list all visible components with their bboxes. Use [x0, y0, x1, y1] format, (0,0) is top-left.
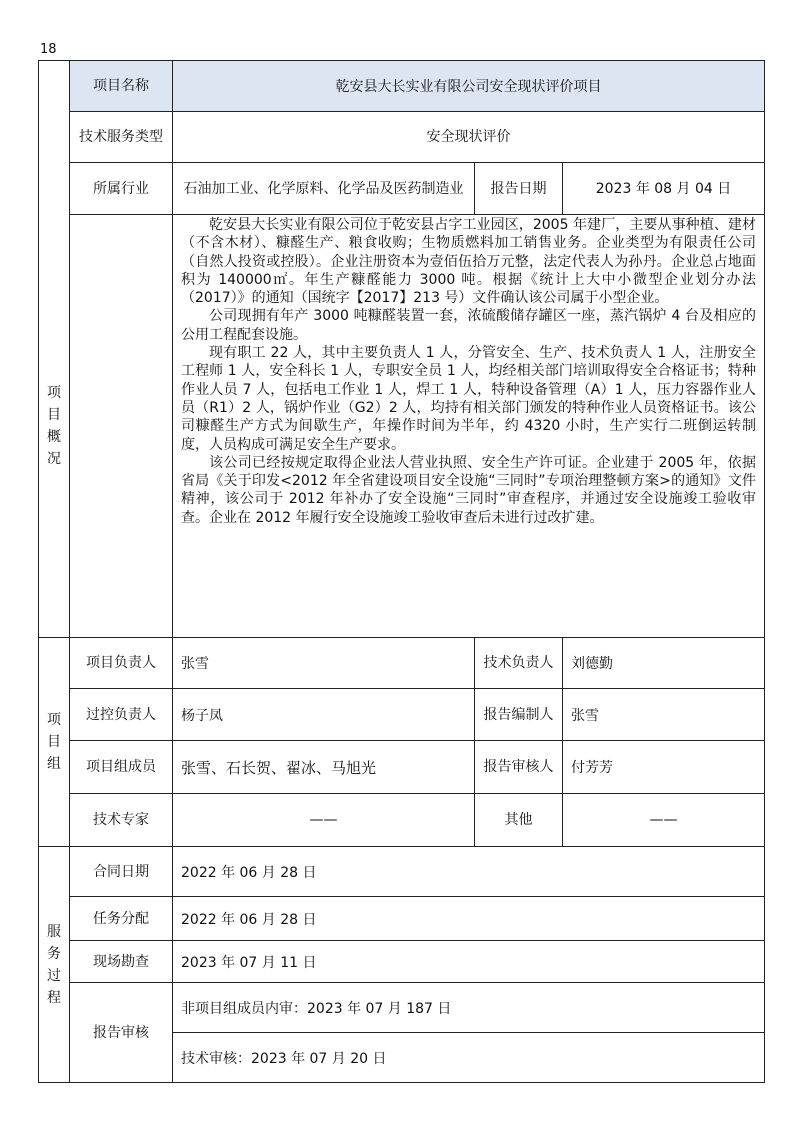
project-name-value: 乾安县大长实业有限公司安全现状评价项目 [173, 61, 765, 112]
team-row [39, 741, 765, 794]
report-reviewer-value: 付芳芳 [563, 741, 765, 794]
overview-row [39, 215, 765, 638]
service-type-row [39, 112, 765, 163]
overview-paragraph: 公司现拥有年产 3000 吨糠醛装置一套，浓硫酸储存罐区一座，蒸汽锅炉 4 台及相应的公用工程配套设施。 [181, 308, 756, 343]
report-writer-label: 报告编制人 [475, 689, 563, 741]
project-name-row [39, 61, 765, 112]
task-assign-value: 2022 年 06 月 28 日 [173, 897, 765, 941]
service-type-value: 安全现状评价 [173, 112, 765, 163]
overview-paragraph: 该公司已经按规定取得企业法人营业执照、安全生产许可证。企业建于 2005 年，依据省局《关于印发<2012 年全省建设项目安全设施“三同时”专项治理整顿方案>的通知》文件精神，该公司于 2012 年补办了安全设施“三同时”审查程序，并通过安全设施竣工验收审查。企业在 2012 年履行安全设施竣工验收审查后未进行过改扩建。 [181, 454, 756, 526]
project-name-label: 项目名称 [70, 61, 173, 112]
team-side-label: 项 目 组 [39, 638, 70, 847]
project-info-form [38, 60, 765, 1083]
site-survey-value: 2023 年 07 月 11 日 [173, 941, 765, 983]
overview-side-label: 项 目 概 况 [39, 215, 70, 638]
report-reviewer-label: 报告审核人 [475, 741, 563, 794]
overview-paragraph: 现有职工 22 人，其中主要负责人 1 人，分管安全、生产、技术负责人 1 人，注册安全工程师 1 人，安全科长 1 人，专职安全员 1 人，均经相关部门培训取得安全合格证书；特种作业人员 7 人，包括电工作业 1 人，焊工 1 人，特种设备管理（A）1 人，压力容器作业人员（R1）2 人，锅炉作业（G2）2 人，均持有相关部门颁发的特种作业人员资格证书。该公司糠醛生产方式为间歇生产，年操作时间为半年，约 4320 小时，生产实行二班倒运转制度，人员构成可满足安全生产要求。 [181, 345, 756, 453]
tech-lead-value: 刘德勤 [563, 638, 765, 689]
tech-expert-label: 技术专家 [70, 794, 173, 847]
process-lead-label: 过控负责人 [70, 689, 173, 741]
report-date-value: 2023 年 08 月 04 日 [563, 163, 765, 215]
service-row [39, 847, 765, 897]
project-lead-label: 项目负责人 [70, 638, 173, 689]
tech-expert-value: —— [173, 794, 475, 847]
industry-row [39, 163, 765, 215]
industry-value: 石油加工业、化学原料、化学品及医药制造业 [173, 163, 475, 215]
tech-lead-label: 技术负责人 [475, 638, 563, 689]
team-members-value: 张雪、石长贺、翟冰、马旭光 [173, 741, 475, 794]
technical-review-value: 技术审核：2023 年 07 月 20 日 [173, 1033, 765, 1083]
project-lead-value: 张雪 [173, 638, 475, 689]
team-row [39, 794, 765, 847]
other-value: —— [563, 794, 765, 847]
site-survey-label: 现场勘查 [70, 941, 173, 983]
page-number: 18 [40, 42, 57, 57]
service-row [39, 897, 765, 941]
service-type-label: 技术服务类型 [70, 112, 173, 163]
team-row [39, 638, 765, 689]
service-side-label: 服 务 过 程 [39, 847, 70, 1083]
internal-review-value: 非项目组成员内审：2023 年 07 月 187 日 [173, 983, 765, 1033]
report-date-label: 报告日期 [475, 163, 563, 215]
report-writer-value: 张雪 [563, 689, 765, 741]
service-row [39, 941, 765, 983]
team-members-label: 项目组成员 [70, 741, 173, 794]
contract-date-value: 2022 年 06 月 28 日 [173, 847, 765, 897]
review-row [39, 983, 765, 1033]
process-lead-value: 杨子凤 [173, 689, 475, 741]
contract-date-label: 合同日期 [70, 847, 173, 897]
overview-text [173, 215, 765, 638]
task-assign-label: 任务分配 [70, 897, 173, 941]
industry-label: 所属行业 [70, 163, 173, 215]
report-review-label: 报告审核 [70, 983, 173, 1083]
team-row [39, 689, 765, 741]
other-label: 其他 [475, 794, 563, 847]
overview-paragraph: 乾安县大长实业有限公司位于乾安县占字工业园区，2005 年建厂，主要从事种植、建材（不含木材）、糠醛生产、粮食收购；生物质燃料加工销售业务。企业类型为有限责任公司（自然人投资或控股）。企业注册资本为壹佰伍拾万元整，法定代表人为孙丹。企业总占地面积为 140000㎡。年生产糠醛能力 3000 吨。根据《统计上大中小微型企业划分办法（2017）》的通知（国统字【2017】213 号）文件确认该公司属于小型企业。 [181, 217, 756, 307]
